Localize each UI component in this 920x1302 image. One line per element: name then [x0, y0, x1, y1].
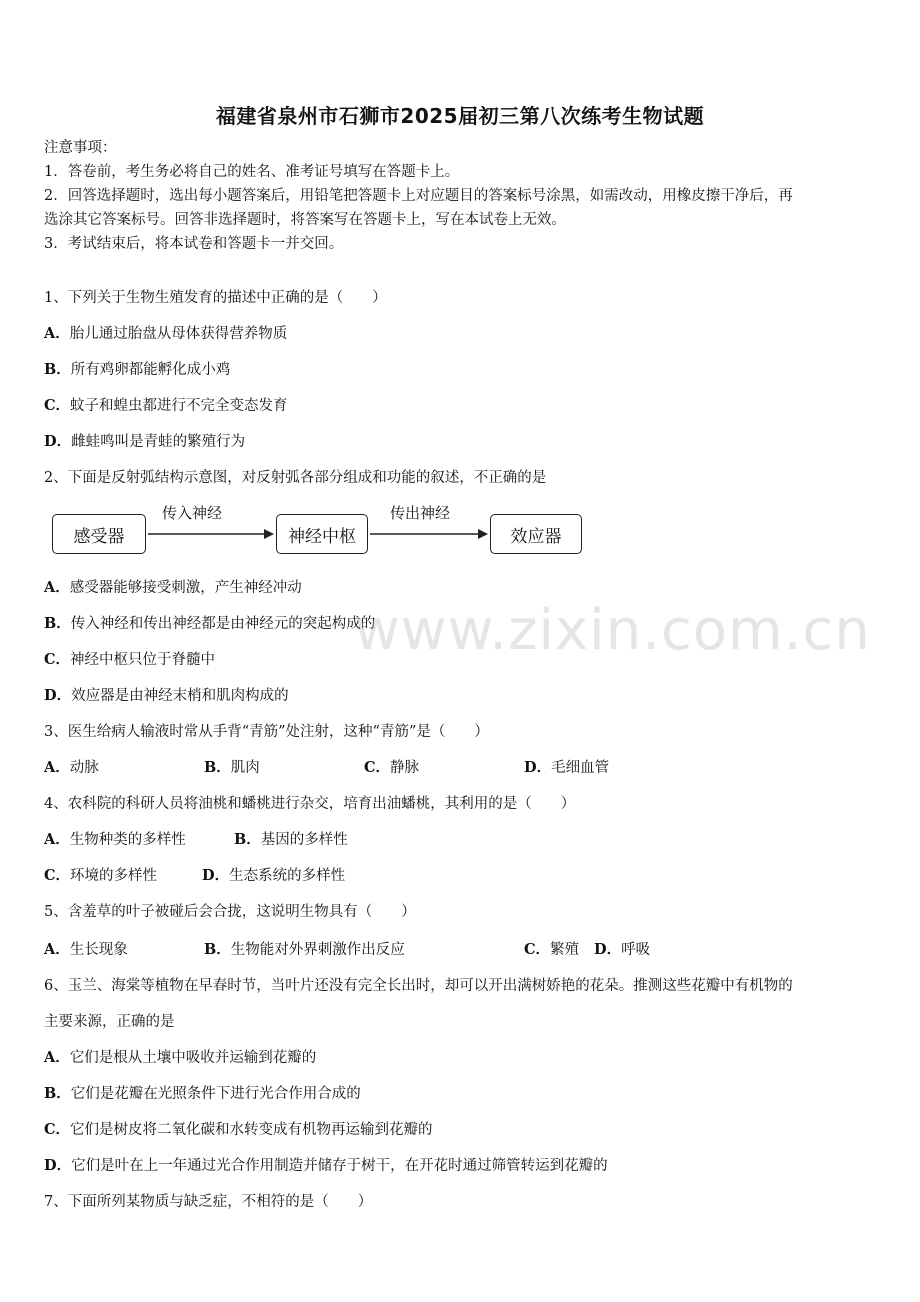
option-text: 肌肉	[230, 760, 260, 776]
option-d[interactable]	[524, 758, 609, 778]
option-a[interactable]	[44, 578, 302, 598]
option-text: 呼吸	[621, 942, 651, 958]
option-text: 动脉	[69, 760, 99, 776]
option-text: 所有鸡卵都能孵化成小鸡	[70, 362, 231, 378]
option-d[interactable]	[44, 686, 289, 706]
option-letter: B．	[204, 759, 231, 776]
option-c[interactable]	[364, 758, 419, 778]
option-text: 生态系统的多样性	[229, 868, 346, 884]
option-text: 传入神经和传出神经都是由神经元的突起构成的	[70, 616, 376, 632]
option-letter: B．	[44, 361, 71, 378]
option-letter: B．	[44, 615, 71, 632]
option-text: 毛细血管	[551, 760, 610, 776]
option-text: 神经中枢只位于脊髓中	[70, 652, 216, 668]
option-text: 静脉	[390, 760, 420, 776]
option-b[interactable]	[44, 1084, 361, 1104]
notice-item: 选涂其它答案标号。回答非选择题时，将答案写在答题卡上，写在本试卷上无效。	[44, 212, 566, 228]
option-letter: B．	[44, 1085, 71, 1102]
diagram-box-receptor: 感受器	[52, 514, 146, 554]
option-text: 它们是树皮将二氧化碳和水转变成有机物再运输到花瓣的	[70, 1122, 433, 1138]
option-text: 生长现象	[69, 942, 128, 958]
option-letter: C．	[364, 759, 391, 776]
option-letter: A．	[44, 941, 70, 958]
option-letter: A．	[44, 325, 70, 342]
option-d[interactable]	[44, 432, 245, 452]
option-letter: D．	[44, 687, 72, 704]
option-letter: C．	[524, 941, 551, 958]
option-letter: C．	[44, 1121, 71, 1138]
notice-item: 3．考试结束后，将本试卷和答题卡一并交回。	[44, 236, 344, 252]
option-a[interactable]	[44, 1048, 316, 1068]
option-letter: C．	[44, 397, 71, 414]
option-text: 雌蛙鸣叫是青蛙的繁殖行为	[71, 434, 246, 450]
diagram-arrow-label: 传入神经	[162, 504, 223, 522]
option-c[interactable]	[44, 650, 215, 670]
option-letter: B．	[204, 941, 231, 958]
option-c[interactable]	[44, 396, 288, 416]
diagram-arrow-label: 传出神经	[390, 504, 451, 522]
question-stem: 3、医生给病人输液时常从手背“青筋”处注射，这种“青筋”是（ ）	[44, 724, 489, 740]
option-letter: D．	[594, 941, 622, 958]
question-stem: 4、农科院的科研人员将油桃和蟠桃进行杂交，培育出油蟠桃，其利用的是（ ）	[44, 796, 576, 812]
option-letter: A．	[44, 831, 70, 848]
arrow-right-icon	[146, 526, 276, 542]
option-b[interactable]	[44, 614, 375, 634]
question-stem: 2、下面是反射弧结构示意图，对反射弧各部分组成和功能的叙述，不正确的是	[44, 470, 547, 486]
option-b[interactable]	[234, 830, 348, 850]
reflex-arc-diagram	[52, 504, 592, 568]
option-text: 它们是根从土壤中吸收并运输到花瓣的	[69, 1050, 317, 1066]
option-text: 它们是叶在上一年通过光合作用制造并储存于树干，在开花时通过筛管转运到花瓣的	[71, 1158, 608, 1174]
question-stem: 7、下面所列某物质与缺乏症，不相符的是（ ）	[44, 1194, 373, 1210]
option-letter: A．	[44, 579, 70, 596]
option-text: 繁殖	[550, 942, 580, 958]
option-text: 蚊子和蝗虫都进行不完全变态发育	[70, 398, 288, 414]
option-a[interactable]	[44, 758, 99, 778]
watermark: www.zixin.com.cn	[354, 598, 871, 663]
option-letter: A．	[44, 1049, 70, 1066]
question-stem: 5、含羞草的叶子被碰后会合拢，这说明生物具有（ ）	[44, 904, 416, 920]
option-text: 效应器是由神经末梢和肌肉构成的	[71, 688, 289, 704]
diagram-box-effector: 效应器	[490, 514, 582, 554]
option-letter: D．	[44, 1157, 72, 1174]
option-text: 胎儿通过胎盘从母体获得营养物质	[69, 326, 288, 342]
option-b[interactable]	[44, 360, 230, 380]
option-text: 环境的多样性	[70, 868, 158, 884]
option-d[interactable]	[594, 940, 650, 960]
arrow-right-icon	[368, 526, 490, 542]
option-letter: A．	[44, 759, 70, 776]
option-letter: C．	[44, 867, 71, 884]
option-text: 生物能对外界刺激作出反应	[230, 942, 405, 958]
question-stem: 主要来源，正确的是	[44, 1014, 175, 1030]
option-d[interactable]	[44, 1156, 608, 1176]
option-a[interactable]	[44, 940, 128, 960]
option-b[interactable]	[204, 940, 405, 960]
notice-item: 2．回答选择题时，选出每小题答案后，用铅笔把答题卡上对应题目的答案标号涂黑，如需改动，用橡皮擦干净后，再	[44, 188, 793, 204]
option-c[interactable]	[524, 940, 579, 960]
option-c[interactable]	[44, 866, 157, 886]
option-text: 生物种类的多样性	[69, 832, 186, 848]
page-title: 福建省泉州市石狮市2025届初三第八次练考生物试题	[215, 104, 705, 128]
notice-heading: 注意事项：	[44, 140, 117, 156]
option-text: 它们是花瓣在光照条件下进行光合作用合成的	[70, 1086, 361, 1102]
option-letter: D．	[524, 759, 552, 776]
option-a[interactable]	[44, 324, 287, 344]
option-a[interactable]	[44, 830, 186, 850]
option-letter: D．	[202, 867, 230, 884]
option-text: 基因的多样性	[260, 832, 348, 848]
option-b[interactable]	[204, 758, 260, 778]
option-text: 感受器能够接受刺激，产生神经冲动	[69, 580, 302, 596]
option-letter: C．	[44, 651, 71, 668]
diagram-box-center: 神经中枢	[276, 514, 368, 554]
option-d[interactable]	[202, 866, 345, 886]
question-stem: 6、玉兰、海棠等植物在早春时节，当叶片还没有完全长出时，却可以开出满树娇艳的花朵。推测这些花瓣中有机物的	[44, 978, 793, 994]
option-c[interactable]	[44, 1120, 433, 1140]
question-stem: 1、下列关于生物生殖发育的描述中正确的是（ ）	[44, 290, 387, 306]
notice-item: 1．答卷前，考生务必将自己的姓名、准考证号填写在答题卡上。	[44, 164, 460, 180]
option-letter: D．	[44, 433, 72, 450]
option-letter: B．	[234, 831, 261, 848]
